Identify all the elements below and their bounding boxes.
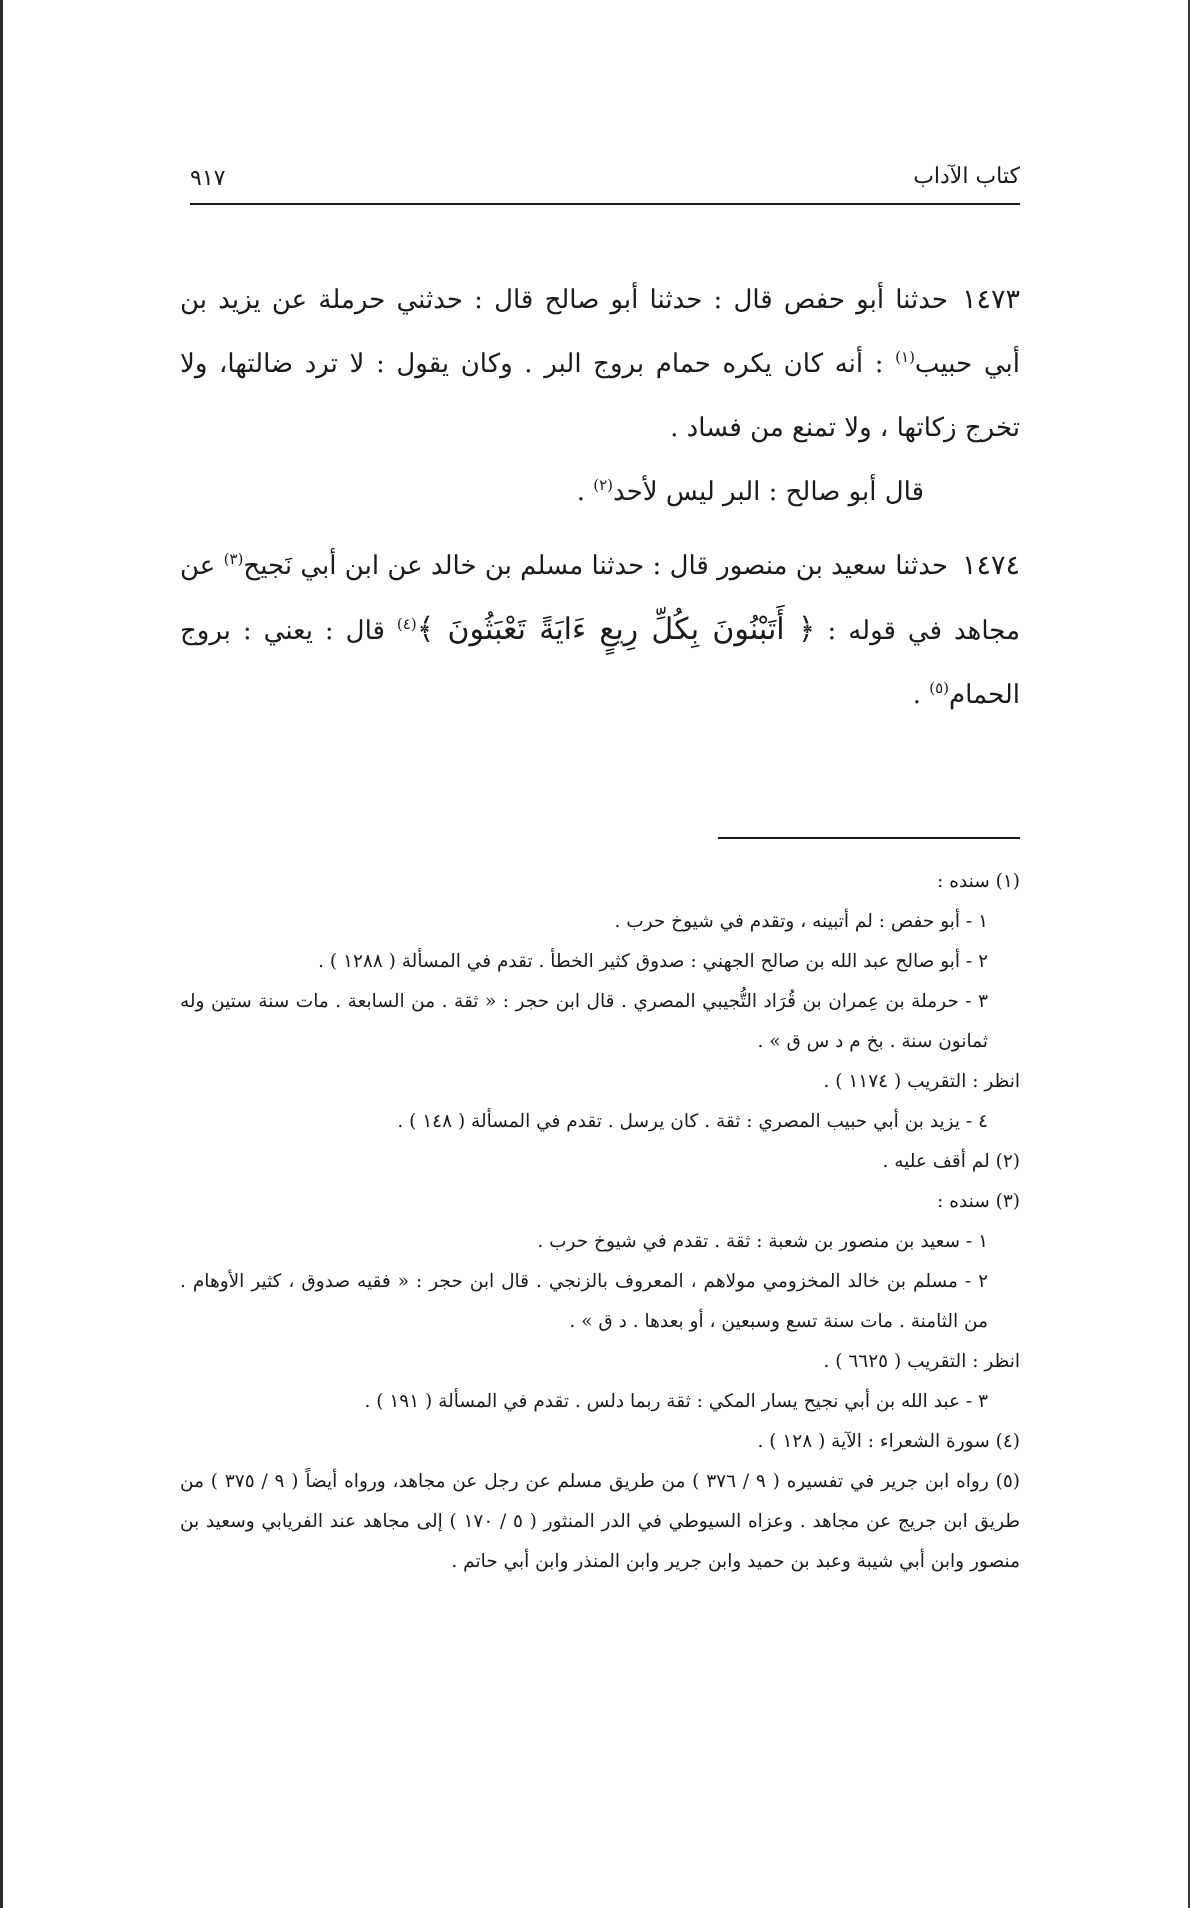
footnote-1-item: انظر : التقريب ( ١١٧٤ ) . bbox=[823, 1071, 1020, 1092]
header-rule bbox=[190, 203, 1020, 205]
footnote-ref: (٣) bbox=[223, 550, 244, 568]
footnote-ref: (٤) bbox=[396, 615, 417, 633]
footnote-1-item: ٢ - أبو صالح عبد الله بن صالح الجهني : صدوق كثير الخطأ . تقدم في المسألة ( ١٢٨٨ ) . bbox=[318, 951, 988, 972]
note-text: قال أبو صالح : البر ليس لأحد bbox=[613, 477, 924, 507]
footnote-ref: (٥) bbox=[929, 679, 950, 697]
hadith-1473-note bbox=[180, 460, 1020, 524]
footnote-1-head: (١) سنده : bbox=[937, 871, 1020, 892]
hadith-text: حدثنا أبو حفص قال : حدثنا أبو صالح قال : حدثني حرملة عن يزيد بن أبي حبيب bbox=[180, 285, 1020, 379]
footnote-2: (٢) لم أقف عليه . bbox=[882, 1151, 1020, 1172]
running-header bbox=[190, 160, 1020, 206]
main-text bbox=[180, 268, 1020, 727]
quran-verse: ﴿ أَتَبْنُونَ بِكُلِّ رِيعٍ ءَايَةً تَعْبَثُونَ ﴾ bbox=[416, 612, 816, 647]
hadith-1474 bbox=[180, 534, 1020, 727]
footnote-ref: (٢) bbox=[593, 476, 614, 494]
footnote-3-item: ١ - سعيد بن منصور بن شعبة : ثقة . تقدم في شيوخ حرب . bbox=[537, 1231, 988, 1252]
footnote-3-item: انظر : التقريب ( ٦٦٢٥ ) . bbox=[823, 1351, 1020, 1372]
page-number: ٩١٧ bbox=[190, 166, 226, 191]
footnotes bbox=[180, 862, 1020, 1582]
book-title: كتاب الآداب bbox=[913, 164, 1020, 189]
hadith-end: . bbox=[912, 680, 930, 710]
footnote-3-item: ٣ - عبد الله بن أبي نجيح يسار المكي : ثقة ربما دلس . تقدم في المسألة ( ١٩١ ) . bbox=[364, 1391, 988, 1412]
footnote-1-item: ٤ - يزيد بن أبي حبيب المصري : ثقة . كان يرسل . تقدم في المسألة ( ١٤٨ ) . bbox=[397, 1111, 988, 1132]
hadith-text: عن مجاهد في قوله : bbox=[180, 551, 1020, 646]
footnote-3-item: ٢ - مسلم بن خالد المخزومي مولاهم ، المعروف بالزنجي . قال ابن حجر : « فقيه صدوق ، كثير الأوهام . من الثامنة . مات سنة تسع وسبعين ، أو بعدها . د ق » . bbox=[180, 1271, 989, 1332]
footnote-1-item: ١ - أبو حفص : لم أتبينه ، وتقدم في شيوخ حرب . bbox=[614, 911, 988, 932]
footnote-ref: (١) bbox=[895, 348, 915, 366]
hadith-text: : أنه كان يكره حمام بروج البر . وكان يقول : لا ترد ضالتها، ولا تخرج زكاتها ، ولا تمنع من فساد . bbox=[180, 349, 1020, 443]
footnote-3-head: (٣) سنده : bbox=[937, 1191, 1020, 1212]
footnote-1-item: ٣ - حرملة بن عِمران بن قُرَاد التُّجيبي المصري . قال ابن حجر : « ثقة . من السابعة . مات سنة ستين وله ثمانون سنة . بخ م د س ق » . bbox=[180, 991, 988, 1052]
hadith-number: ١٤٧٤ bbox=[961, 550, 1020, 581]
footnote-4: (٤) سورة الشعراء : الآية ( ١٢٨ ) . bbox=[757, 1431, 1020, 1452]
scan-edge-left bbox=[0, 0, 3, 1908]
footnote-separator bbox=[718, 837, 1020, 839]
hadith-1473 bbox=[180, 268, 1020, 460]
footnote-5: (٥) رواه ابن جرير في تفسيره ( ٩ / ٣٧٦ ) من طريق مسلم عن رجل عن مجاهد، ورواه أيضاً ( ٩ / ٣٧٥ ) من طريق ابن جريج عن مجاهد . وعزاه السيوطي في الدر المنثور ( ٥ / ١٧٠ ) إلى مجاهد عند الفريابي وسعيد بن منصور وابن أبي شيبة وعبد بن حميد وابن جرير وابن المنذر وابن أبي حاتم . bbox=[180, 1471, 1020, 1572]
note-end: . bbox=[576, 477, 594, 507]
hadith-text: قال : يعني : بروج الحمام bbox=[180, 616, 1020, 710]
hadith-number: ١٤٧٣ bbox=[961, 284, 1020, 315]
hadith-text: حدثنا سعيد بن منصور قال : حدثنا مسلم بن خالد عن ابن أبي نَجيح bbox=[243, 551, 948, 581]
